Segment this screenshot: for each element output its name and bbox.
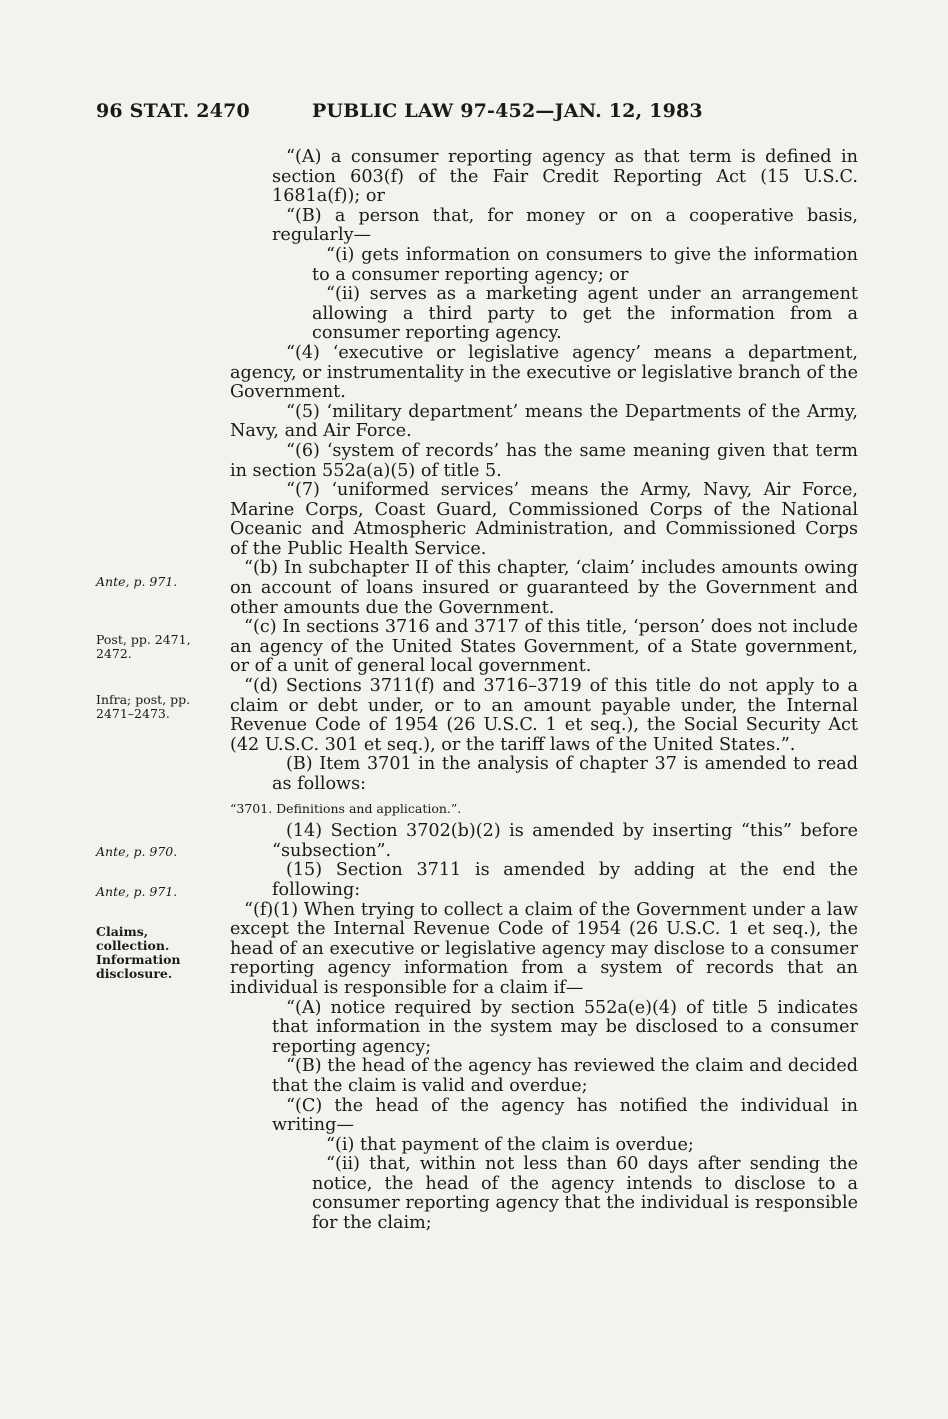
page-header xyxy=(0,100,948,124)
stat-page-number: 96 STAT. 2470 xyxy=(96,100,250,122)
analysis-item-3701: “3701. Definitions and application.”. xyxy=(230,800,462,816)
paragraph-f-B: “(B) the head of the agency has reviewed the claim and decided that the claim is valid and overdue; xyxy=(272,1056,858,1096)
paragraph-f-A: “(A) notice required by section 552a(e)(4) of title 5 indicates that information in the system may be disclosed to a consumer reporting agency; xyxy=(272,997,858,1057)
margin-note-claims-collection: Claims, collection. Information disclosure. xyxy=(96,924,181,981)
paragraph-4-executive-agency: “(4) ‘executive or legislative agency’ means a department, agency, or instrumentality in the executive or legislative branch of the Government. xyxy=(230,342,858,403)
paragraph-ii-marketing-agent: “(ii) serves as a marketing agent under an arrangement allowing a third party to get the information from a consumer reporting agency. xyxy=(312,284,858,344)
paragraph-14: (14) Section 3702(b)(2) is amended by inserting “this” before “subsection”. xyxy=(272,821,858,861)
paragraph-i-gets-information: “(i) gets information on consumers to give the information to a consumer reporting agency; or xyxy=(312,244,858,285)
margin-note-ante-970: Ante, p. 970. xyxy=(96,844,178,859)
paragraph-A-consumer-reporting-agency: “(A) a consumer reporting agency as that term is defined in section 603(f) of the Fair Credit Reporting Act (15 U.S.C. 1681a(f)); or xyxy=(272,147,858,207)
paragraph-15: (15) Section 3711 is amended by adding at the end the following: xyxy=(272,860,858,900)
margin-note-ante-971-b: Ante, p. 971. xyxy=(96,884,178,899)
margin-note-ante-971: Ante, p. 971. xyxy=(96,574,178,589)
paragraph-item-3701: (B) Item 3701 in the analysis of chapter 37 is amended to read as follows: xyxy=(272,754,858,794)
paragraph-B-person: “(B) a person that, for money or on a cooperative basis, regularly— xyxy=(272,205,858,246)
paragraph-5-military-department: “(5) ‘military department’ means the Departments of the Army, Navy, and Air Force. xyxy=(230,401,858,442)
paragraph-d-sections: “(d) Sections 3711(f) and 3716–3719 of this title do not apply to a claim or debt under, or to an amount payable under, the Internal Revenue Code of 1954 (26 U.S.C. 1 et seq.), the Social Security Act (42 U.S.C. 301 et seq.), or the tariff laws of the United States.”. xyxy=(230,676,858,755)
paragraph-6-system-of-records: “(6) ‘system of records’ has the same meaning given that term in section 552a(a)(5) of title 5. xyxy=(230,440,858,481)
body-text xyxy=(230,148,858,1234)
margin-note-post-2471: Post, pp. 2471, 2472. xyxy=(96,632,191,661)
law-title: PUBLIC LAW 97-452—JAN. 12, 1983 xyxy=(312,100,703,122)
paragraph-c-person: “(c) In sections 3716 and 3717 of this title, ‘person’ does not include an agency of the United States Government, of a State government, or of a unit of general local government. xyxy=(230,617,858,677)
paragraph-f-C-ii: “(ii) that, within not less than 60 days after sending the notice, the head of the agency intends to disclose to a consumer reporting agency that the individual is responsible for the claim; xyxy=(312,1154,858,1234)
paragraph-7-uniformed-services: “(7) ‘uniformed services’ means the Army, Navy, Air Force, Marine Corps, Coast Guard, Commissioned Corps of the National Oceanic and Atmospheric Administration, and Commissioned Corps of the Public Health Service. xyxy=(230,480,858,559)
paragraph-f-C: “(C) the head of the agency has notified the individual in writing— xyxy=(272,1095,858,1136)
paragraph-f-1: “(f)(1) When trying to collect a claim of the Government under a law except the Internal Revenue Code of 1954 (26 U.S.C. 1 et seq.), the head of an executive or legislative agency may disclose to a consumer reporting agency information from a system of records that an individual is responsible for a claim if— xyxy=(230,899,858,998)
paragraph-f-C-i: “(i) that payment of the claim is overdue; xyxy=(326,1134,694,1155)
margin-note-infra-post: Infra; post, pp. 2471–2473. xyxy=(96,692,191,721)
paragraph-b-claim: “(b) In subchapter II of this chapter, ‘claim’ includes amounts owing on account of loans insured or guaranteed by the Government and other amounts due the Government. xyxy=(230,558,858,618)
